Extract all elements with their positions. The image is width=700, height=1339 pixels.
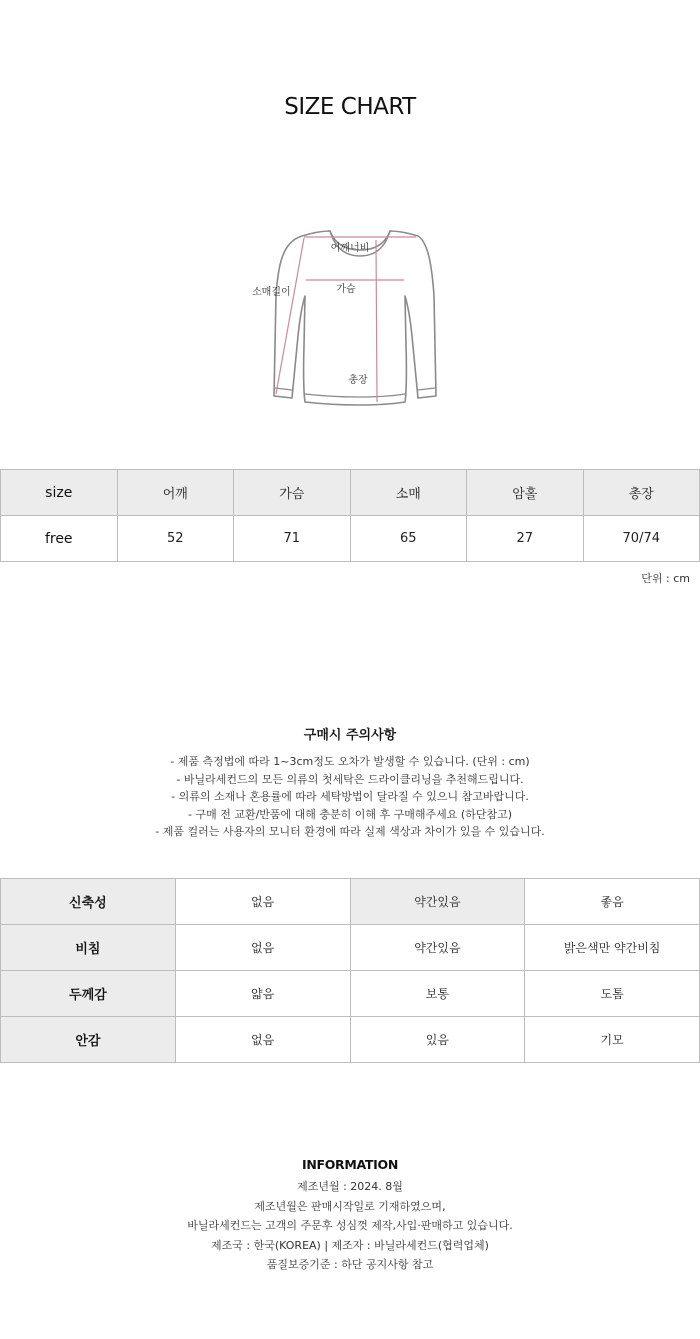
feel-option-cell: 기모 — [525, 1017, 700, 1063]
notes-line: - 구매 전 교환/반품에 대해 충분히 이해 후 구매해주세요 (하단참고) — [187, 807, 512, 821]
feel-option-cell: 없음 — [175, 1017, 350, 1063]
sleeve-label: 소매길이 — [252, 287, 291, 298]
size-table-header-cell: 가슴 — [234, 470, 351, 516]
size-table-header-row — [1, 470, 700, 516]
size-table-header-cell: 어깨 — [117, 470, 234, 516]
feel-option-cell: 도톰 — [525, 971, 700, 1017]
fabric-feel-table — [0, 878, 700, 1063]
size-table-cell: 65 — [350, 516, 467, 562]
size-table-header-cell: 총장 — [583, 470, 700, 516]
size-table — [0, 469, 700, 562]
feel-option-cell: 보통 — [350, 971, 525, 1017]
notes-line: - 바닐라세컨드의 모든 의류의 첫세탁은 드라이클리닝을 추천해드립니다. — [176, 772, 524, 786]
garment-diagram — [240, 226, 460, 416]
size-table-cell: 70/74 — [583, 516, 700, 562]
product-information — [0, 1157, 700, 1275]
feel-option-cell: 없음 — [175, 879, 350, 925]
feel-option-cell: 밝은색만 약간비침 — [525, 925, 700, 971]
unit-note: 단위 : cm — [641, 572, 690, 585]
feel-row-label: 비침 — [1, 925, 176, 971]
size-table-cell: 27 — [467, 516, 584, 562]
feel-row-label: 두께감 — [1, 971, 176, 1017]
info-line: 제조년월은 판매시작일로 기재하였으며, — [254, 1199, 446, 1213]
feel-option-cell: 있음 — [350, 1017, 525, 1063]
notes-line: - 제품 컬러는 사용자의 모니터 환경에 따라 실제 색상과 차이가 있을 수 있습니다. — [155, 825, 545, 838]
feel-row-stretch — [1, 879, 700, 925]
size-table-header-cell: size — [1, 470, 118, 516]
size-table-row — [1, 516, 700, 562]
size-table-cell: 52 — [117, 516, 234, 562]
feel-row-label: 신축성 — [1, 879, 176, 925]
info-line: 제조국 : 한국(KOREA) | 제조자 : 바닐라세컨드(협력업체) — [211, 1238, 489, 1252]
purchase-notes — [0, 724, 700, 841]
info-line: 바닐라세컨드는 고객의 주문후 성심껏 제작,사입·판매하고 있습니다. — [187, 1219, 513, 1232]
info-heading: INFORMATION — [301, 1157, 398, 1172]
info-line: 품질보증기준 : 하단 공지사항 참고 — [266, 1258, 434, 1271]
feel-row-lining — [1, 1017, 700, 1063]
size-table-header-cell: 소매 — [350, 470, 467, 516]
size-table-cell: free — [1, 516, 118, 562]
long-sleeve-shirt-icon — [240, 226, 460, 416]
notes-line: - 제품 측정법에 따라 1~3cm정도 오차가 발생할 수 있습니다. (단위 : cm) — [170, 755, 530, 768]
feel-option-cell: 약간있음 — [350, 925, 525, 971]
size-table-cell: 71 — [234, 516, 351, 562]
feel-row-sheerness — [1, 925, 700, 971]
feel-row-thickness — [1, 971, 700, 1017]
length-label: 총장 — [348, 375, 368, 386]
shoulder-label: 어깨너비 — [330, 243, 370, 254]
feel-option-cell: 좋음 — [525, 879, 700, 925]
feel-row-label: 안감 — [1, 1017, 176, 1063]
feel-option-cell: 없음 — [175, 925, 350, 971]
feel-option-cell: 약간있음 — [350, 879, 525, 925]
feel-option-cell: 얇음 — [175, 971, 350, 1017]
page-title: SIZE CHART — [284, 94, 416, 120]
chest-label: 가슴 — [336, 284, 356, 295]
info-line: 제조년월 : 2024. 8월 — [297, 1180, 403, 1193]
size-table-header-cell: 암홀 — [467, 470, 584, 516]
notes-line: - 의류의 소재나 혼용률에 따라 세탁방법이 달라질 수 있으니 참고바랍니다. — [171, 790, 529, 803]
notes-heading: 구매시 주의사항 — [303, 728, 397, 743]
